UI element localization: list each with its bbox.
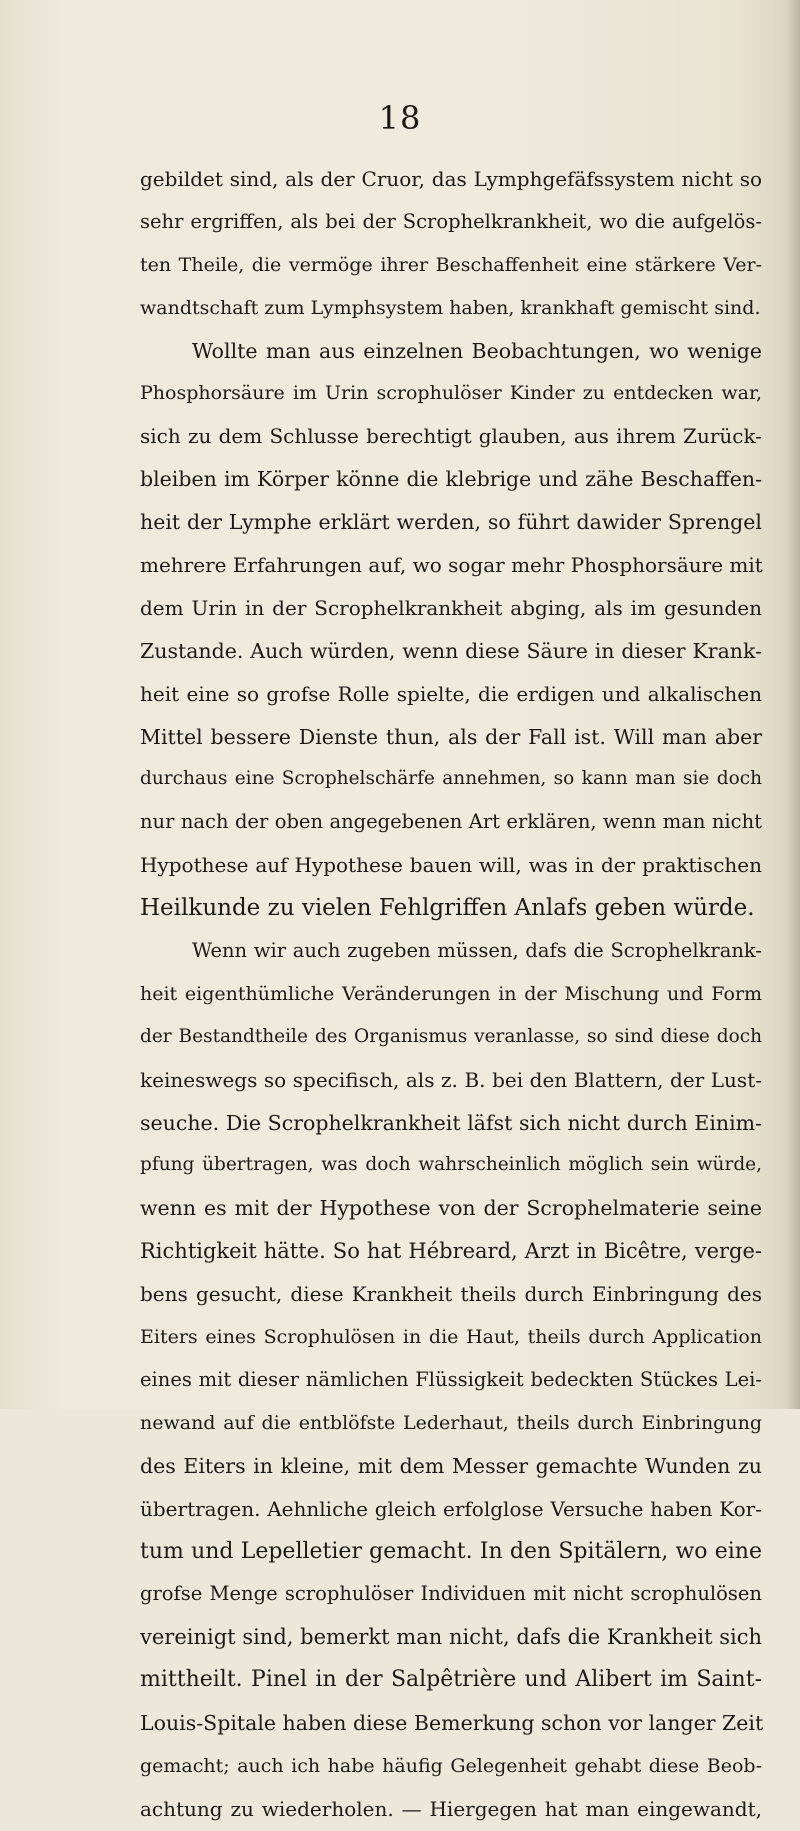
- text-line: newand auf die entblöfste Lederhaut, theils durch Einbringung: [140, 1411, 762, 1434]
- text-line: achtung zu wiederholen. — Hiergegen hat man eingewandt,: [140, 1796, 762, 1821]
- text-line: Phosphorsäure im Urin scrophulöser Kinder zu entdecken war,: [140, 382, 762, 405]
- text-line: dem Urin in der Scrophelkrankheit abging, als im gesunden: [140, 595, 762, 620]
- body-text: [140, 158, 762, 1831]
- text-line: gemacht; auch ich habe häufig Gelegenheit gehabt diese Beob-: [140, 1754, 762, 1777]
- text-line: mehrere Erfahrungen auf, wo sogar mehr Phosphorsäure mit: [140, 553, 763, 578]
- text-line: nur nach der oben angegebenen Art erklären, wenn man nicht: [140, 810, 762, 834]
- text-line: vereinigt sind, bemerkt man nicht, dafs die Krankheit sich: [140, 1625, 762, 1650]
- text-line: übertragen. Aehnliche gleich erfolglose Versuche haben Kor-: [140, 1496, 762, 1521]
- page-edge-shadow: [786, 0, 800, 1409]
- text-line: seuche. Die Scrophelkrankheit läfst sich nicht durch Einim-: [140, 1110, 762, 1135]
- text-line: Wollte man aus einzelnen Beobachtungen, wo wenige: [192, 338, 762, 363]
- text-line: Mittel bessere Dienste thun, als der Fall ist. Will man aber: [140, 724, 762, 749]
- text-line: Richtigkeit hätte. So hat Hébreard, Arzt in Bicêtre, verge-: [140, 1239, 762, 1264]
- text-line: grofse Menge scrophulöser Individuen mit nicht scrophulösen: [140, 1582, 762, 1606]
- text-line: bleiben im Körper könne die klebrige und zähe Beschaffen-: [140, 467, 762, 492]
- text-line: heit eigenthümliche Veränderungen in der Mischung und Form: [140, 982, 762, 1005]
- text-line: sehr ergriffen, als bei der Scrophelkrankheit, wo die aufgelös-: [140, 209, 762, 233]
- text-line: mittheilt. Pinel in der Salpêtrière und Alibert im Saint-: [140, 1667, 762, 1693]
- text-line: des Eiters in kleine, mit dem Messer gemachte Wunden zu: [140, 1453, 762, 1478]
- text-line: bens gesucht, diese Krankheit theils durch Einbringung des: [140, 1282, 762, 1307]
- text-line: pfung übertragen, was doch wahrscheinlich möglich sein würde,: [140, 1154, 762, 1176]
- text-line: sich zu dem Schlusse berechtigt glauben, aus ihrem Zurück-: [140, 424, 762, 449]
- text-line: ten Theile, die vermöge ihrer Beschaffenheit eine stärkere Ver-: [140, 253, 762, 276]
- text-line: wandtschaft zum Lymphsystem haben, krankhaft gemischt sind.: [140, 296, 761, 319]
- text-line: Wenn wir auch zugeben müssen, dafs die Scrophelkrank-: [192, 939, 762, 963]
- text-line: Hypothese auf Hypothese bauen will, was in der praktischen: [140, 853, 762, 878]
- text-line: Eiters eines Scrophulösen in die Haut, theils durch Application: [140, 1326, 762, 1349]
- text-line: durchaus eine Scrophelschärfe annehmen, so kann man sie doch: [140, 768, 762, 790]
- text-line: der Bestandtheile des Organismus veranlasse, so sind diese doch: [140, 1025, 762, 1047]
- text-line: wenn es mit der Hypothese von der Scrophelmaterie seine: [140, 1196, 762, 1221]
- text-line: Louis-Spitale haben diese Bemerkung schon vor langer Zeit: [140, 1711, 764, 1736]
- text-line: keineswegs so specifisch, als z. B. bei den Blattern, der Lust-: [140, 1067, 762, 1092]
- text-line: Heilkunde zu vielen Fehlgriffen Anlafs geben würde.: [140, 895, 755, 922]
- text-line: Zustande. Auch würden, wenn diese Säure in dieser Krank-: [140, 638, 762, 663]
- text-line: heit eine so grofse Rolle spielte, die erdigen und alkalischen: [140, 681, 762, 706]
- text-line: heit der Lymphe erklärt werden, so führt dawider Sprengel: [140, 510, 762, 535]
- text-line: tum und Lepelletier gemacht. In den Spitälern, wo eine: [140, 1538, 762, 1564]
- text-line: gebildet sind, als der Cruor, das Lymphgefäfssystem nicht so: [140, 167, 762, 191]
- text-line: eines mit dieser nämlichen Flüssigkeit bedeckten Stückes Lei-: [140, 1367, 762, 1391]
- page-number: 18: [378, 99, 422, 137]
